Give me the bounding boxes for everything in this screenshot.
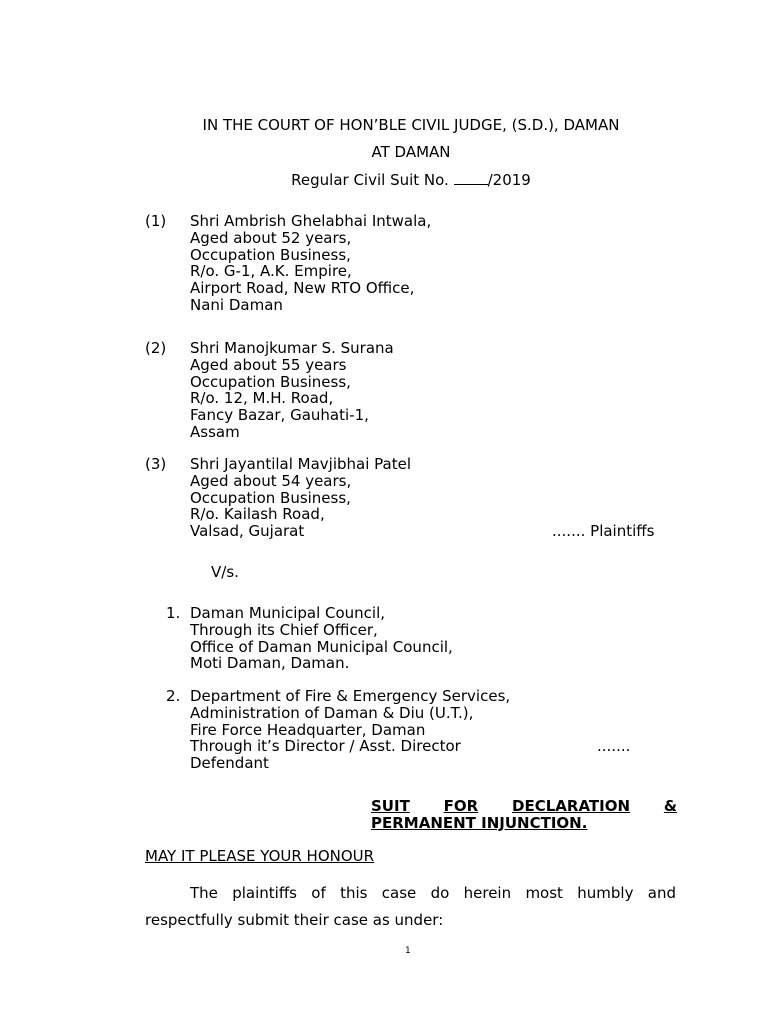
suit-title-line-2: PERMANENT INJUNCTION. [371,814,588,832]
defendant-line: Through it’s Director / Asst. Director [190,737,461,756]
suit-number-blank [454,171,488,185]
suit-title-word: FOR [443,797,479,815]
plaintiff-line: Fancy Bazar, Gauhati-1, [190,406,369,425]
suit-title-word: SUIT [371,797,410,815]
plaintiff-line: Assam [190,422,240,441]
plaintiff-line: Occupation Business, [190,488,351,507]
plaintiff-line: Occupation Business, [190,372,351,391]
plaintiff-line: Aged about 52 years, [190,228,352,247]
court-heading: IN THE COURT OF HON’BLE CIVIL JUDGE, (S.D.), DAMAN [202,116,620,134]
defendant-line: Fire Force Headquarter, Daman [190,720,426,739]
defendant-line: Office of Daman Municipal Council, [190,637,453,656]
defendant-line: Administration of Daman & Diu (U.T.), [190,703,474,722]
plaintiffs-label: ....... Plaintiffs [552,522,655,540]
plaintiff-line: Shri Ambrish Ghelabhai Intwala, [190,212,432,230]
page-number: 1 [405,946,411,956]
suit-title-word: & [663,797,677,815]
plaintiff-line: Shri Manojkumar S. Surana [190,339,394,357]
plaintiff-line: Airport Road, New RTO Office, [190,279,415,298]
plaintiff-number: (3) [145,455,167,473]
plaintiff-line: Aged about 55 years [190,355,347,374]
plaintiff-line: Occupation Business, [190,245,351,264]
plaintiff-line: R/o. 12, M.H. Road, [190,389,334,408]
defendant-line: Defendant [190,754,269,773]
plaintiff-line: Nani Daman [190,295,283,314]
versus-label: V/s. [211,563,239,581]
defendant-line: Moti Daman, Daman. [190,654,350,673]
defendant-line: Through its Chief Officer, [190,620,378,639]
suit-number [0,171,768,189]
suit-title [371,798,677,832]
plaintiff-number: (2) [145,339,167,357]
plaintiff-line: Valsad, Gujarat [190,522,305,541]
address-to-court: MAY IT PLEASE YOUR HONOUR [145,847,375,865]
defendant-number: 2. [166,687,181,705]
suit-number-suffix: /2019 [487,171,531,189]
suit-number-prefix: Regular Civil Suit No. [291,171,454,189]
plaintiff-line: R/o. Kailash Road, [190,505,325,524]
plaintiff-line: Shri Jayantilal Mavjibhai Patel [190,455,412,473]
defendant-dots: ....... [597,737,631,755]
defendant-number: 1. [166,604,181,622]
plaintiff-line: R/o. G-1, A.K. Empire, [190,262,352,281]
plaintiff-number: (1) [145,212,167,230]
plaintiff-line: Aged about 54 years, [190,471,352,490]
defendant-line: Daman Municipal Council, [190,604,386,622]
suit-title-word: DECLARATION [512,797,631,815]
defendant-line: Department of Fire & Emergency Services, [190,687,511,705]
opening-paragraph: The plaintiffs of this case do herein most humbly and respectfully submit their case as under: [145,884,676,929]
court-location: AT DAMAN [371,143,451,161]
